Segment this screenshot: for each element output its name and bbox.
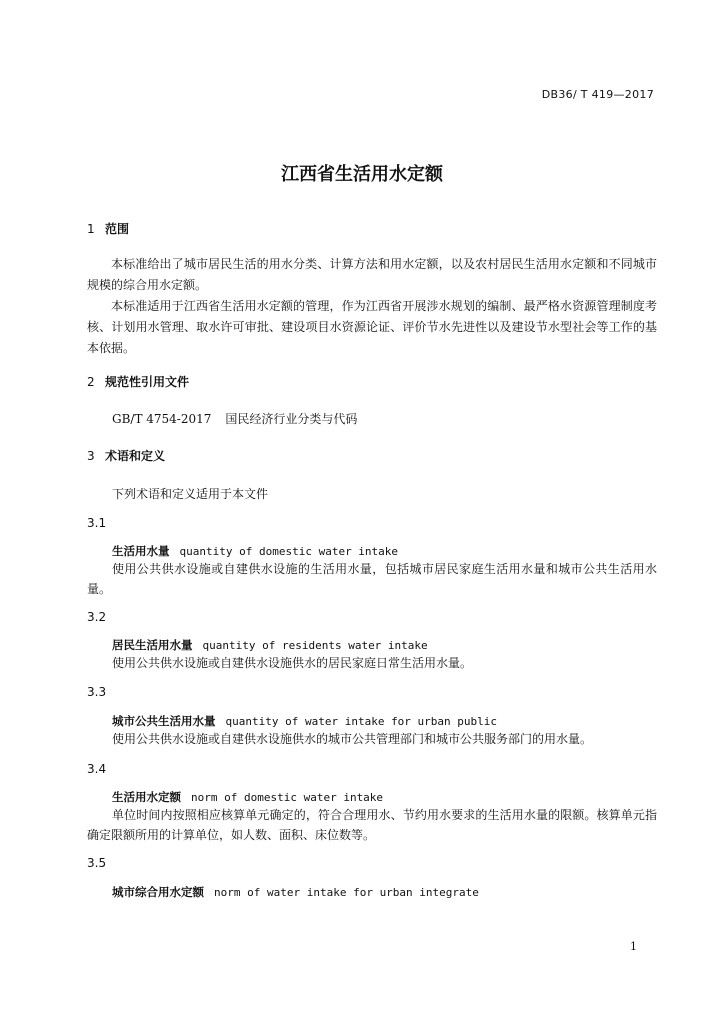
term-definition: 使用公共供水设施或自建供水设施供水的城市公共管理部门和城市公共服务部门的用水量。 [112, 732, 593, 746]
reference-code: GB/T 4754-2017 [112, 412, 212, 426]
section-title: 规范性引用文件 [105, 375, 190, 389]
scope-paragraph-1: 本标准给出了城市居民生活的用水分类、计算方法和用水定额，以及农村居民生活用水定额和不同城市规模的综合用水定额。 [87, 257, 657, 292]
normative-reference [112, 410, 357, 427]
scope-paragraph-2: 本标准适用于江西省生活用水定额的管理，作为江西省开展涉水规划的编制、最严格水资源管理制度考核、计划用水管理、取水许可审批、建设项目水资源论证、评价节水先进性以及建设节水型社会等工作的基本依据。 [87, 299, 657, 355]
term-english: quantity of domestic water intake [179, 545, 399, 558]
term-entry [112, 713, 497, 729]
terms-intro: 下列术语和定义适用于本文件 [112, 487, 269, 501]
term-entry [112, 543, 398, 559]
term-english: norm of domestic water intake [191, 791, 384, 804]
term-chinese: 居民生活用水量 [112, 638, 193, 652]
section-number: 1 [87, 222, 95, 236]
clause-number: 3.2 [87, 610, 107, 624]
section-title: 术语和定义 [105, 449, 166, 463]
section-3-heading [87, 447, 165, 464]
term-entry [112, 884, 479, 900]
term-english: quantity of water intake for urban public [225, 715, 498, 728]
section-title: 范围 [105, 222, 130, 236]
term-english: quantity of residents water intake [202, 639, 428, 652]
section-number: 2 [87, 375, 95, 389]
term-english: norm of water intake for urban integrate [214, 886, 479, 899]
term-definition: 单位时间内按照相应核算单元确定的，符合合理用水、节约用水要求的生活用水量的限额。核算单元指确定限额所用的计算单位，如人数、面积、床位数等。 [87, 808, 657, 842]
term-chinese: 城市综合用水定额 [112, 885, 204, 899]
page-number: 1 [630, 940, 637, 953]
section-number: 3 [87, 449, 95, 463]
term-entry [112, 637, 428, 653]
term-definition: 使用公共供水设施或自建供水设施供水的居民家庭日常生活用水量。 [112, 656, 473, 670]
term-chinese: 城市公共生活用水量 [112, 714, 216, 728]
clause-number: 3.1 [87, 516, 107, 530]
clause-number: 3.4 [87, 762, 107, 776]
section-1-heading [87, 220, 129, 237]
reference-title: 国民经济行业分类与代码 [225, 412, 358, 426]
term-definition: 使用公共供水设施或自建供水设施的生活用水量，包括城市居民家庭生活用水量和城市公共生活用水量。 [87, 562, 657, 596]
clause-number: 3.3 [87, 685, 107, 699]
section-2-heading [87, 373, 189, 390]
standard-code: DB36/ T 419—2017 [541, 88, 654, 101]
term-entry [112, 789, 383, 805]
term-chinese: 生活用水定额 [112, 790, 181, 804]
term-chinese: 生活用水量 [112, 544, 170, 558]
clause-number: 3.5 [87, 856, 107, 870]
document-title: 江西省生活用水定额 [281, 164, 443, 185]
